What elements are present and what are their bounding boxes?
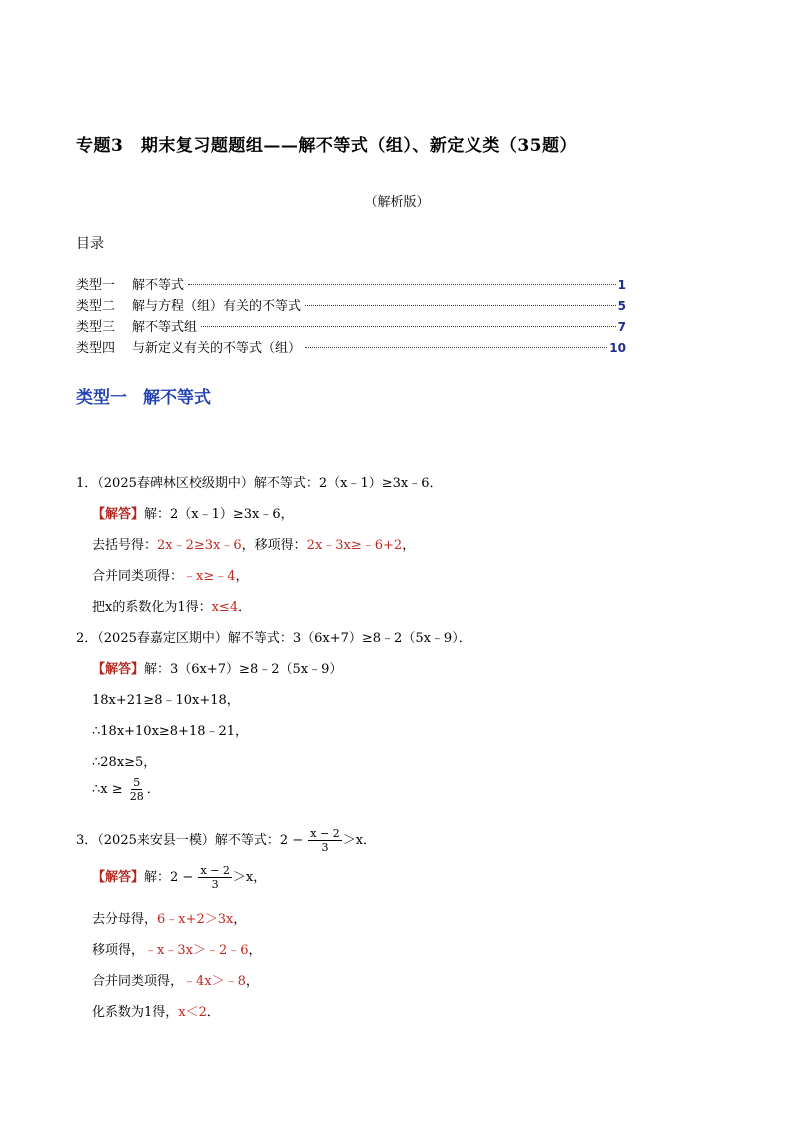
step-label: 化系数为1得， bbox=[92, 1005, 179, 1020]
answer-tag: 【解答】 bbox=[92, 870, 145, 885]
fraction-numerator: 5 bbox=[133, 776, 141, 789]
toc-heading: 目录 bbox=[76, 236, 104, 252]
fraction bbox=[308, 827, 341, 854]
problem-3-step-1 bbox=[92, 908, 246, 927]
toc-leader-dots bbox=[305, 347, 607, 348]
fraction bbox=[198, 864, 231, 891]
fraction-denominator: 3 bbox=[321, 841, 329, 854]
toc-leader-dots bbox=[201, 326, 616, 327]
toc-entry-page: 7 bbox=[617, 320, 626, 334]
problem-3-question bbox=[76, 827, 376, 854]
toc-entry-page: 1 bbox=[617, 278, 626, 292]
step-expression: ﹣x﹣3x＞﹣2﹣6 bbox=[144, 943, 249, 958]
problem-3-step-2 bbox=[92, 939, 262, 958]
fraction-denominator: 28 bbox=[129, 790, 144, 803]
fraction-numerator: x − 2 bbox=[310, 827, 340, 840]
step-expression: ﹣4x＞﹣8 bbox=[183, 974, 246, 989]
step-label: ，移项得： bbox=[241, 538, 307, 553]
toc-entry-title: 解不等式组 bbox=[132, 320, 198, 335]
section-type: 类型一 bbox=[76, 388, 127, 408]
toc-leader-dots bbox=[188, 284, 616, 285]
document-title: 专题3 期末复习题题组——解不等式（组）、新定义类（35题） bbox=[76, 136, 577, 156]
toc-entry-type: 类型二 bbox=[76, 299, 116, 314]
problem-3-step-3 bbox=[92, 970, 259, 989]
step-punct: ， bbox=[402, 538, 416, 553]
step-punct: ． bbox=[146, 782, 160, 797]
step-expression: x≤4 bbox=[211, 600, 239, 615]
problem-1-step-3 bbox=[92, 596, 251, 615]
problem-1-step-1 bbox=[92, 534, 415, 553]
step-punct: ， bbox=[235, 569, 249, 584]
document-subtitle: （解析版） bbox=[364, 195, 430, 210]
question-text: ＞x． bbox=[342, 833, 377, 848]
toc-entry-title: 与新定义有关的不等式（组） bbox=[132, 341, 302, 356]
step-label: 去括号得： bbox=[92, 538, 158, 553]
section-heading bbox=[76, 383, 211, 408]
step-punct: ． bbox=[238, 600, 252, 615]
toc-entry-type: 类型四 bbox=[76, 341, 116, 356]
step-punct: ． bbox=[206, 1005, 220, 1020]
section-title: 解不等式 bbox=[143, 388, 211, 408]
step-expression: 2x﹣2≥3x﹣6 bbox=[157, 538, 242, 553]
step-label: 去分母得， bbox=[92, 912, 158, 927]
toc-entry[interactable] bbox=[76, 337, 626, 358]
problem-3-step-4 bbox=[92, 1001, 220, 1020]
step-expression: 2x﹣3x≥﹣6+2 bbox=[306, 538, 403, 553]
answer-text: 解：3（6x+7）≥8﹣2（5x﹣9） bbox=[144, 662, 343, 677]
step-label: 把x的系数化为1得： bbox=[92, 600, 212, 615]
step-expression: x＜2 bbox=[178, 1005, 207, 1020]
question-text: 3．（2025来安县一模）解不等式：2 − bbox=[76, 833, 304, 848]
table-of-contents bbox=[76, 274, 626, 358]
fraction-denominator: 3 bbox=[211, 878, 219, 891]
step-punct: ， bbox=[245, 974, 259, 989]
toc-entry-page: 10 bbox=[609, 341, 626, 355]
step-punct: ， bbox=[233, 912, 247, 927]
answer-tag: 【解答】 bbox=[92, 662, 145, 677]
step-expression: 6﹣x+2＞3x bbox=[157, 912, 234, 927]
toc-entry[interactable] bbox=[76, 274, 626, 295]
toc-entry-type: 类型一 bbox=[76, 278, 116, 293]
toc-entry-title: 解不等式 bbox=[132, 278, 185, 293]
fraction bbox=[128, 776, 146, 803]
answer-text: 解：2（x﹣1）≥3x﹣6， bbox=[144, 507, 294, 522]
toc-entry[interactable] bbox=[76, 295, 626, 316]
problem-3-answer-head bbox=[92, 864, 266, 891]
problem-2-step-4 bbox=[92, 776, 160, 803]
problem-1-question: 1．（2025春碑林区校级期中）解不等式：2（x﹣1）≥3x﹣6． bbox=[76, 476, 443, 491]
answer-text: 解：2 − bbox=[144, 870, 194, 885]
problem-2-step-1: 18x+21≥8﹣10x+18， bbox=[92, 693, 240, 708]
problem-2-step-3: ∴28x≥5， bbox=[92, 755, 157, 770]
step-label: 合并同类项得， bbox=[92, 974, 184, 989]
step-label: 移项得， bbox=[92, 943, 145, 958]
problem-2-answer-head bbox=[92, 658, 342, 677]
toc-entry-page: 5 bbox=[617, 299, 626, 313]
problem-1-answer-head bbox=[92, 503, 294, 522]
step-label: 合并同类项得： bbox=[92, 569, 184, 584]
toc-entry-type: 类型三 bbox=[76, 320, 116, 335]
problem-1-step-2 bbox=[92, 565, 249, 584]
toc-leader-dots bbox=[305, 305, 616, 306]
answer-tag: 【解答】 bbox=[92, 507, 145, 522]
step-expression: ﹣x≥﹣4 bbox=[183, 569, 236, 584]
toc-entry[interactable] bbox=[76, 316, 626, 337]
fraction-numerator: x − 2 bbox=[200, 864, 230, 877]
problem-2-step-2: ∴18x+10x≥8+18﹣21， bbox=[92, 724, 249, 739]
step-expression: ∴x ≥ bbox=[92, 782, 123, 797]
answer-text: ＞x， bbox=[232, 870, 267, 885]
step-punct: ， bbox=[248, 943, 262, 958]
toc-entry-title: 解与方程（组）有关的不等式 bbox=[132, 299, 302, 314]
problem-2-question: 2．（2025春嘉定区期中）解不等式：3（6x+7）≥8﹣2（5x﹣9）． bbox=[76, 631, 472, 646]
